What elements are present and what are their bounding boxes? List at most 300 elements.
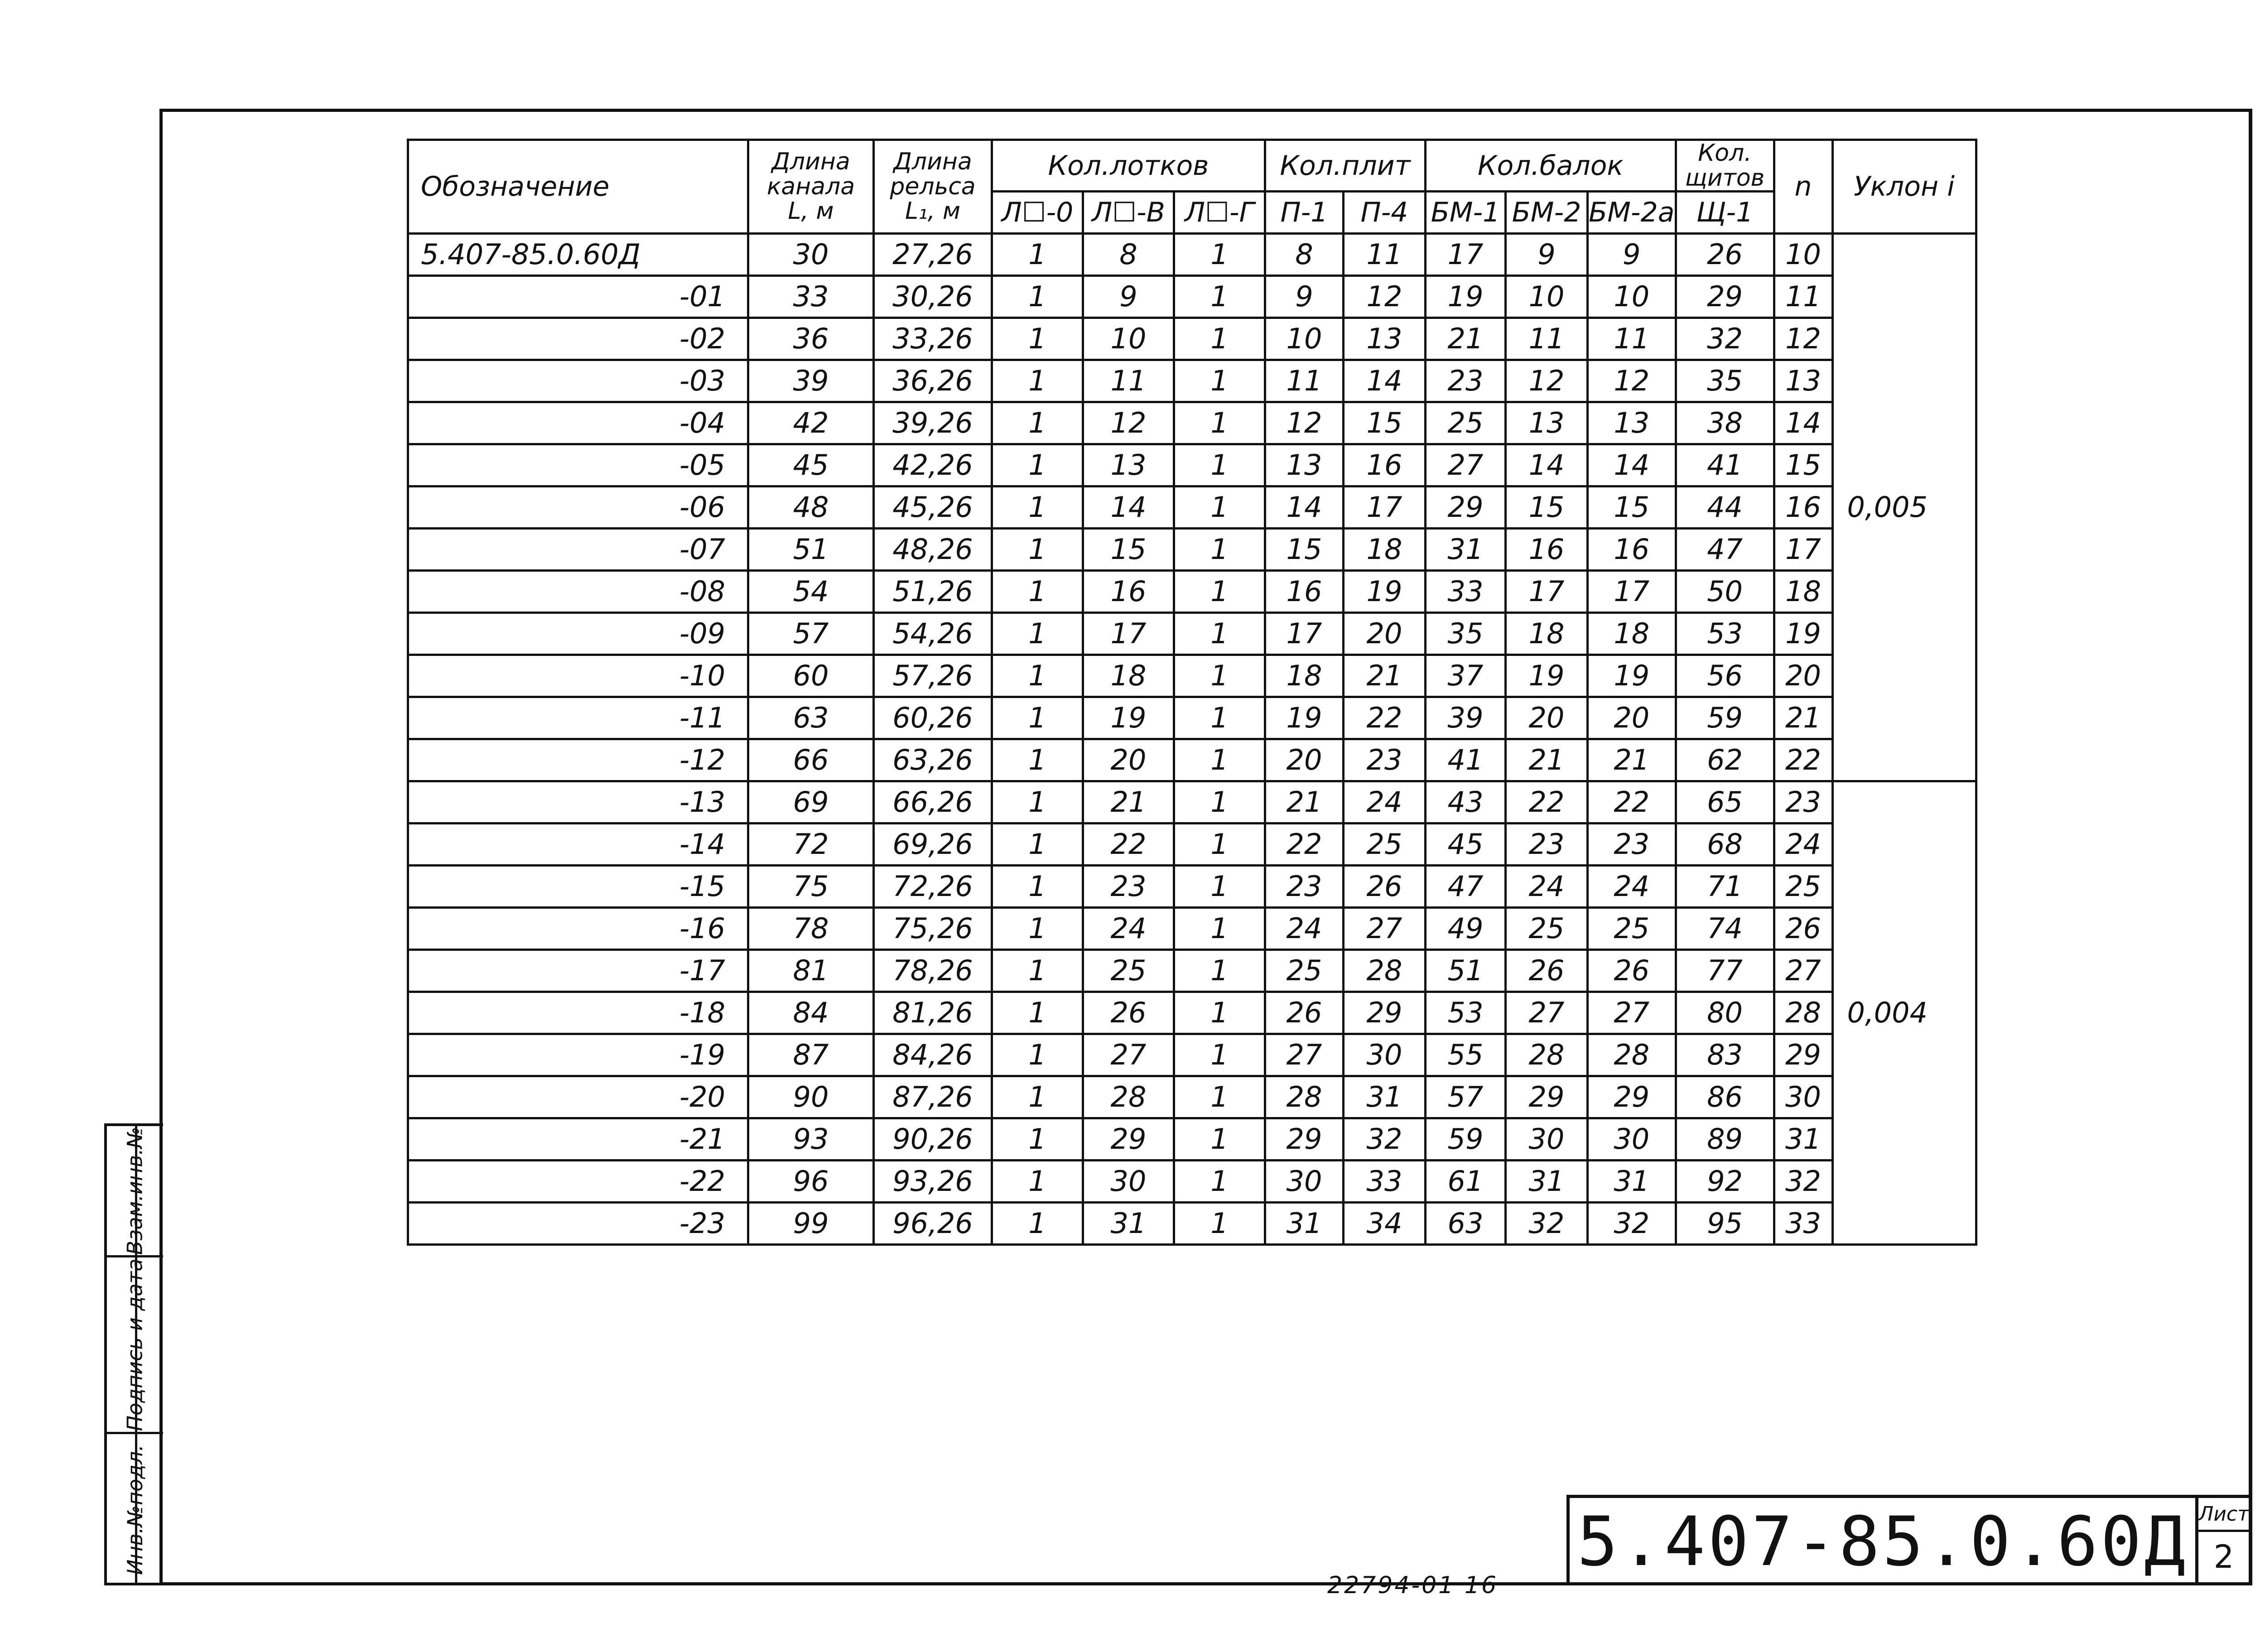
designation-cell: -04	[408, 402, 748, 444]
value-cell: 1	[1174, 908, 1265, 950]
value-cell: 57	[748, 613, 874, 655]
value-cell: 1	[992, 402, 1083, 444]
value-cell: 72,26	[874, 866, 992, 908]
table-row	[408, 781, 1976, 824]
value-cell: 63	[748, 697, 874, 739]
value-cell: 43	[1426, 781, 1506, 824]
header-tray-0: Л☐-0	[992, 192, 1083, 234]
value-cell: 31	[1083, 1203, 1174, 1245]
value-cell: 16	[1265, 571, 1344, 613]
value-cell: 51	[1426, 950, 1506, 992]
table-row	[408, 992, 1976, 1034]
value-cell: 1	[992, 1034, 1083, 1076]
value-cell: 19	[1426, 276, 1506, 318]
value-cell: 69	[748, 781, 874, 824]
value-cell: 11	[1265, 360, 1344, 402]
value-cell: 1	[992, 276, 1083, 318]
value-cell: 12	[1506, 360, 1588, 402]
value-cell: 24	[1588, 866, 1676, 908]
header-tray-g: Л☐-Г	[1174, 192, 1265, 234]
value-cell: 87,26	[874, 1076, 992, 1118]
value-cell: 1	[1174, 234, 1265, 276]
value-cell: 14	[1588, 444, 1676, 486]
value-cell: 21	[1588, 739, 1676, 781]
value-cell: 13	[1506, 402, 1588, 444]
value-cell: 22	[1774, 739, 1832, 781]
header-trays: Кол.лотков	[992, 140, 1265, 192]
value-cell: 42,26	[874, 444, 992, 486]
value-cell: 65	[1676, 781, 1774, 824]
header-slope: Уклон i	[1832, 140, 1976, 234]
sheet-label: Лист	[2198, 1498, 2249, 1532]
value-cell: 17	[1774, 529, 1832, 571]
value-cell: 59	[1676, 697, 1774, 739]
value-cell: 16	[1083, 571, 1174, 613]
value-cell: 15	[1265, 529, 1344, 571]
value-cell: 27	[1083, 1034, 1174, 1076]
value-cell: 17	[1344, 486, 1426, 529]
value-cell: 24	[1265, 908, 1344, 950]
side-cell-signature: Подпись и дата	[107, 1257, 163, 1434]
value-cell: 1	[1174, 613, 1265, 655]
value-cell: 56	[1676, 655, 1774, 697]
value-cell: 20	[1588, 697, 1676, 739]
value-cell: 53	[1676, 613, 1774, 655]
designation-cell: -05	[408, 444, 748, 486]
value-cell: 66	[748, 739, 874, 781]
value-cell: 48,26	[874, 529, 992, 571]
value-cell: 15	[1344, 402, 1426, 444]
side-strip	[104, 1123, 163, 1585]
value-cell: 1	[992, 1161, 1083, 1203]
header-channel-length: Длина канала L, м	[748, 140, 874, 234]
value-cell: 10	[1083, 318, 1174, 360]
header-slabs: Кол.плит	[1265, 140, 1426, 192]
value-cell: 1	[1174, 824, 1265, 866]
value-cell: 25	[1506, 908, 1588, 950]
value-cell: 86	[1676, 1076, 1774, 1118]
value-cell: 1	[992, 1076, 1083, 1118]
value-cell: 96	[748, 1161, 874, 1203]
value-cell: 41	[1426, 739, 1506, 781]
value-cell: 26	[1588, 950, 1676, 992]
value-cell: 9	[1588, 234, 1676, 276]
value-cell: 16	[1774, 486, 1832, 529]
designation-cell: -10	[408, 655, 748, 697]
designation-cell: -15	[408, 866, 748, 908]
value-cell: 19	[1774, 613, 1832, 655]
value-cell: 63	[1426, 1203, 1506, 1245]
value-cell: 23	[1588, 824, 1676, 866]
value-cell: 32	[1676, 318, 1774, 360]
value-cell: 45,26	[874, 486, 992, 529]
value-cell: 29	[1676, 276, 1774, 318]
value-cell: 80	[1676, 992, 1774, 1034]
designation-cell: -20	[408, 1076, 748, 1118]
value-cell: 1	[1174, 739, 1265, 781]
value-cell: 13	[1774, 360, 1832, 402]
value-cell: 34	[1344, 1203, 1426, 1245]
table-row	[408, 1118, 1976, 1161]
value-cell: 22	[1265, 824, 1344, 866]
value-cell: 18	[1083, 655, 1174, 697]
value-cell: 75,26	[874, 908, 992, 950]
value-cell: 18	[1265, 655, 1344, 697]
value-cell: 9	[1083, 276, 1174, 318]
value-cell: 1	[992, 697, 1083, 739]
value-cell: 18	[1774, 571, 1832, 613]
value-cell: 26	[1083, 992, 1174, 1034]
table-row	[408, 1203, 1976, 1245]
header-shield-sch1: Щ-1	[1676, 192, 1774, 234]
header-n: n	[1774, 140, 1832, 234]
value-cell: 1	[992, 613, 1083, 655]
designation-cell: 5.407-85.0.60Д	[408, 234, 748, 276]
value-cell: 1	[1174, 655, 1265, 697]
value-cell: 1	[1174, 697, 1265, 739]
value-cell: 23	[1426, 360, 1506, 402]
value-cell: 9	[1265, 276, 1344, 318]
value-cell: 25	[1588, 908, 1676, 950]
value-cell: 49	[1426, 908, 1506, 950]
header-slab-p4: П-4	[1344, 192, 1426, 234]
value-cell: 1	[992, 1203, 1083, 1245]
value-cell: 33	[1344, 1161, 1426, 1203]
header-beam-bm1: БМ-1	[1426, 192, 1506, 234]
value-cell: 18	[1588, 613, 1676, 655]
value-cell: 30	[1774, 1076, 1832, 1118]
value-cell: 1	[992, 529, 1083, 571]
header-designation: Обозначение	[408, 140, 748, 234]
value-cell: 93,26	[874, 1161, 992, 1203]
value-cell: 17	[1426, 234, 1506, 276]
value-cell: 24	[1774, 824, 1832, 866]
value-cell: 23	[1083, 866, 1174, 908]
value-cell: 30	[1506, 1118, 1588, 1161]
value-cell: 25	[1774, 866, 1832, 908]
value-cell: 17	[1506, 571, 1588, 613]
value-cell: 29	[1774, 1034, 1832, 1076]
value-cell: 31	[1265, 1203, 1344, 1245]
value-cell: 75	[748, 866, 874, 908]
designation-cell: -21	[408, 1118, 748, 1161]
value-cell: 17	[1588, 571, 1676, 613]
table-row	[408, 697, 1976, 739]
value-cell: 26	[1676, 234, 1774, 276]
value-cell: 27	[1774, 950, 1832, 992]
side-cell-replacement: Взам.инв.№	[107, 1126, 163, 1257]
value-cell: 87	[748, 1034, 874, 1076]
value-cell: 16	[1506, 529, 1588, 571]
value-cell: 29	[1265, 1118, 1344, 1161]
value-cell: 1	[992, 571, 1083, 613]
value-cell: 30	[1083, 1161, 1174, 1203]
table-row	[408, 739, 1976, 781]
value-cell: 1	[1174, 318, 1265, 360]
value-cell: 8	[1083, 234, 1174, 276]
designation-cell: -22	[408, 1161, 748, 1203]
value-cell: 28	[1774, 992, 1832, 1034]
value-cell: 16	[1344, 444, 1426, 486]
value-cell: 1	[1174, 781, 1265, 824]
table-row	[408, 402, 1976, 444]
designation-cell: -16	[408, 908, 748, 950]
value-cell: 30	[748, 234, 874, 276]
value-cell: 36	[748, 318, 874, 360]
value-cell: 48	[748, 486, 874, 529]
value-cell: 47	[1676, 529, 1774, 571]
table-row	[408, 318, 1976, 360]
value-cell: 1	[1174, 276, 1265, 318]
value-cell: 29	[1083, 1118, 1174, 1161]
table-row	[408, 824, 1976, 866]
value-cell: 12	[1588, 360, 1676, 402]
slope-cell: 0,005	[1832, 234, 1976, 781]
value-cell: 33,26	[874, 318, 992, 360]
value-cell: 21	[1774, 697, 1832, 739]
designation-cell: -14	[408, 824, 748, 866]
value-cell: 21	[1426, 318, 1506, 360]
value-cell: 1	[992, 1118, 1083, 1161]
value-cell: 22	[1588, 781, 1676, 824]
value-cell: 74	[1676, 908, 1774, 950]
table-row	[408, 1161, 1976, 1203]
value-cell: 30,26	[874, 276, 992, 318]
table-row	[408, 908, 1976, 950]
header-row-1	[408, 140, 1976, 192]
value-cell: 33	[1426, 571, 1506, 613]
value-cell: 1	[992, 781, 1083, 824]
header-beam-bm2a: БМ-2а	[1588, 192, 1676, 234]
value-cell: 20	[1265, 739, 1344, 781]
value-cell: 29	[1506, 1076, 1588, 1118]
value-cell: 9	[1506, 234, 1588, 276]
value-cell: 1	[992, 824, 1083, 866]
value-cell: 1	[1174, 360, 1265, 402]
value-cell: 68	[1676, 824, 1774, 866]
value-cell: 33	[748, 276, 874, 318]
value-cell: 1	[1174, 1203, 1265, 1245]
table-row	[408, 276, 1976, 318]
value-cell: 57	[1426, 1076, 1506, 1118]
designation-cell: -07	[408, 529, 748, 571]
value-cell: 36,26	[874, 360, 992, 402]
value-cell: 11	[1774, 276, 1832, 318]
designation-cell: -11	[408, 697, 748, 739]
value-cell: 90,26	[874, 1118, 992, 1161]
value-cell: 42	[748, 402, 874, 444]
value-cell: 25	[1083, 950, 1174, 992]
table-row	[408, 655, 1976, 697]
sheet-number: 2	[2213, 1538, 2234, 1575]
value-cell: 69,26	[874, 824, 992, 866]
table-row	[408, 1034, 1976, 1076]
value-cell: 14	[1344, 360, 1426, 402]
value-cell: 54	[748, 571, 874, 613]
value-cell: 1	[992, 318, 1083, 360]
value-cell: 27,26	[874, 234, 992, 276]
value-cell: 21	[1265, 781, 1344, 824]
slope-cell: 0,004	[1832, 781, 1976, 1245]
value-cell: 83	[1676, 1034, 1774, 1076]
value-cell: 28	[1506, 1034, 1588, 1076]
designation-cell: -09	[408, 613, 748, 655]
value-cell: 93	[748, 1118, 874, 1161]
title-block	[1566, 1495, 2195, 1585]
table-row	[408, 486, 1976, 529]
value-cell: 30	[1344, 1034, 1426, 1076]
value-cell: 1	[1174, 402, 1265, 444]
value-cell: 22	[1083, 824, 1174, 866]
value-cell: 14	[1083, 486, 1174, 529]
value-cell: 27	[1265, 1034, 1344, 1076]
designation-cell: -02	[408, 318, 748, 360]
value-cell: 24	[1506, 866, 1588, 908]
value-cell: 25	[1265, 950, 1344, 992]
value-cell: 20	[1083, 739, 1174, 781]
value-cell: 1	[1174, 950, 1265, 992]
side-cell-inventory: Инв.№подл.	[123, 1444, 148, 1575]
value-cell: 54,26	[874, 613, 992, 655]
value-cell: 1	[1174, 486, 1265, 529]
value-cell: 55	[1426, 1034, 1506, 1076]
value-cell: 19	[1506, 655, 1588, 697]
designation-cell: -17	[408, 950, 748, 992]
value-cell: 1	[992, 444, 1083, 486]
value-cell: 28	[1083, 1076, 1174, 1118]
value-cell: 38	[1676, 402, 1774, 444]
header-beam-bm2: БМ-2	[1506, 192, 1588, 234]
value-cell: 14	[1774, 402, 1832, 444]
table-row	[408, 529, 1976, 571]
value-cell: 11	[1506, 318, 1588, 360]
value-cell: 17	[1083, 613, 1174, 655]
value-cell: 24	[1344, 781, 1426, 824]
value-cell: 41	[1676, 444, 1774, 486]
value-cell: 1	[992, 866, 1083, 908]
value-cell: 25	[1426, 402, 1506, 444]
value-cell: 13	[1083, 444, 1174, 486]
value-cell: 90	[748, 1076, 874, 1118]
value-cell: 15	[1588, 486, 1676, 529]
header-rail-length: Длина рельса L₁, м	[874, 140, 992, 234]
value-cell: 1	[1174, 1034, 1265, 1076]
value-cell: 19	[1344, 571, 1426, 613]
value-cell: 23	[1265, 866, 1344, 908]
value-cell: 11	[1344, 234, 1426, 276]
table-row	[408, 360, 1976, 402]
value-cell: 47	[1426, 866, 1506, 908]
value-cell: 27	[1426, 444, 1506, 486]
value-cell: 59	[1426, 1118, 1506, 1161]
value-cell: 92	[1676, 1161, 1774, 1203]
footer-number: 22794-01 16	[1327, 1572, 1499, 1599]
value-cell: 1	[992, 739, 1083, 781]
value-cell: 32	[1588, 1203, 1676, 1245]
value-cell: 31	[1506, 1161, 1588, 1203]
value-cell: 21	[1344, 655, 1426, 697]
value-cell: 78	[748, 908, 874, 950]
value-cell: 45	[1426, 824, 1506, 866]
value-cell: 39	[1426, 697, 1506, 739]
value-cell: 1	[1174, 1161, 1265, 1203]
value-cell: 1	[1174, 529, 1265, 571]
value-cell: 1	[1174, 1118, 1265, 1161]
table-row	[408, 613, 1976, 655]
value-cell: 14	[1265, 486, 1344, 529]
value-cell: 35	[1676, 360, 1774, 402]
value-cell: 1	[992, 992, 1083, 1034]
table-row	[408, 234, 1976, 276]
value-cell: 61	[1426, 1161, 1506, 1203]
value-cell: 13	[1588, 402, 1676, 444]
value-cell: 10	[1506, 276, 1588, 318]
value-cell: 16	[1588, 529, 1676, 571]
value-cell: 99	[748, 1203, 874, 1245]
value-cell: 1	[1174, 866, 1265, 908]
designation-cell: -19	[408, 1034, 748, 1076]
value-cell: 84,26	[874, 1034, 992, 1076]
value-cell: 15	[1774, 444, 1832, 486]
value-cell: 66,26	[874, 781, 992, 824]
value-cell: 1	[1174, 1076, 1265, 1118]
value-cell: 33	[1774, 1203, 1832, 1245]
value-cell: 21	[1506, 739, 1588, 781]
header-shields: Кол. щитов	[1676, 140, 1774, 192]
value-cell: 51	[748, 529, 874, 571]
value-cell: 19	[1265, 697, 1344, 739]
value-cell: 53	[1426, 992, 1506, 1034]
value-cell: 71	[1676, 866, 1774, 908]
value-cell: 32	[1774, 1161, 1832, 1203]
designation-cell: -18	[408, 992, 748, 1034]
value-cell: 1	[1174, 992, 1265, 1034]
designation-cell: -03	[408, 360, 748, 402]
value-cell: 89	[1676, 1118, 1774, 1161]
table-row	[408, 866, 1976, 908]
header-tray-v: Л☐-В	[1083, 192, 1174, 234]
value-cell: 20	[1506, 697, 1588, 739]
value-cell: 1	[1174, 444, 1265, 486]
value-cell: 81	[748, 950, 874, 992]
value-cell: 10	[1265, 318, 1344, 360]
value-cell: 31	[1426, 529, 1506, 571]
value-cell: 45	[748, 444, 874, 486]
value-cell: 17	[1265, 613, 1344, 655]
value-cell: 22	[1506, 781, 1588, 824]
designation-cell: -01	[408, 276, 748, 318]
value-cell: 50	[1676, 571, 1774, 613]
value-cell: 26	[1506, 950, 1588, 992]
value-cell: 29	[1588, 1076, 1676, 1118]
value-cell: 39	[748, 360, 874, 402]
value-cell: 26	[1265, 992, 1344, 1034]
value-cell: 19	[1588, 655, 1676, 697]
table-row	[408, 950, 1976, 992]
value-cell: 72	[748, 824, 874, 866]
value-cell: 29	[1344, 992, 1426, 1034]
value-cell: 78,26	[874, 950, 992, 992]
value-cell: 20	[1774, 655, 1832, 697]
value-cell: 31	[1774, 1118, 1832, 1161]
value-cell: 81,26	[874, 992, 992, 1034]
value-cell: 31	[1344, 1076, 1426, 1118]
value-cell: 15	[1083, 529, 1174, 571]
value-cell: 12	[1344, 276, 1426, 318]
value-cell: 1	[992, 655, 1083, 697]
value-cell: 10	[1588, 276, 1676, 318]
value-cell: 1	[992, 360, 1083, 402]
